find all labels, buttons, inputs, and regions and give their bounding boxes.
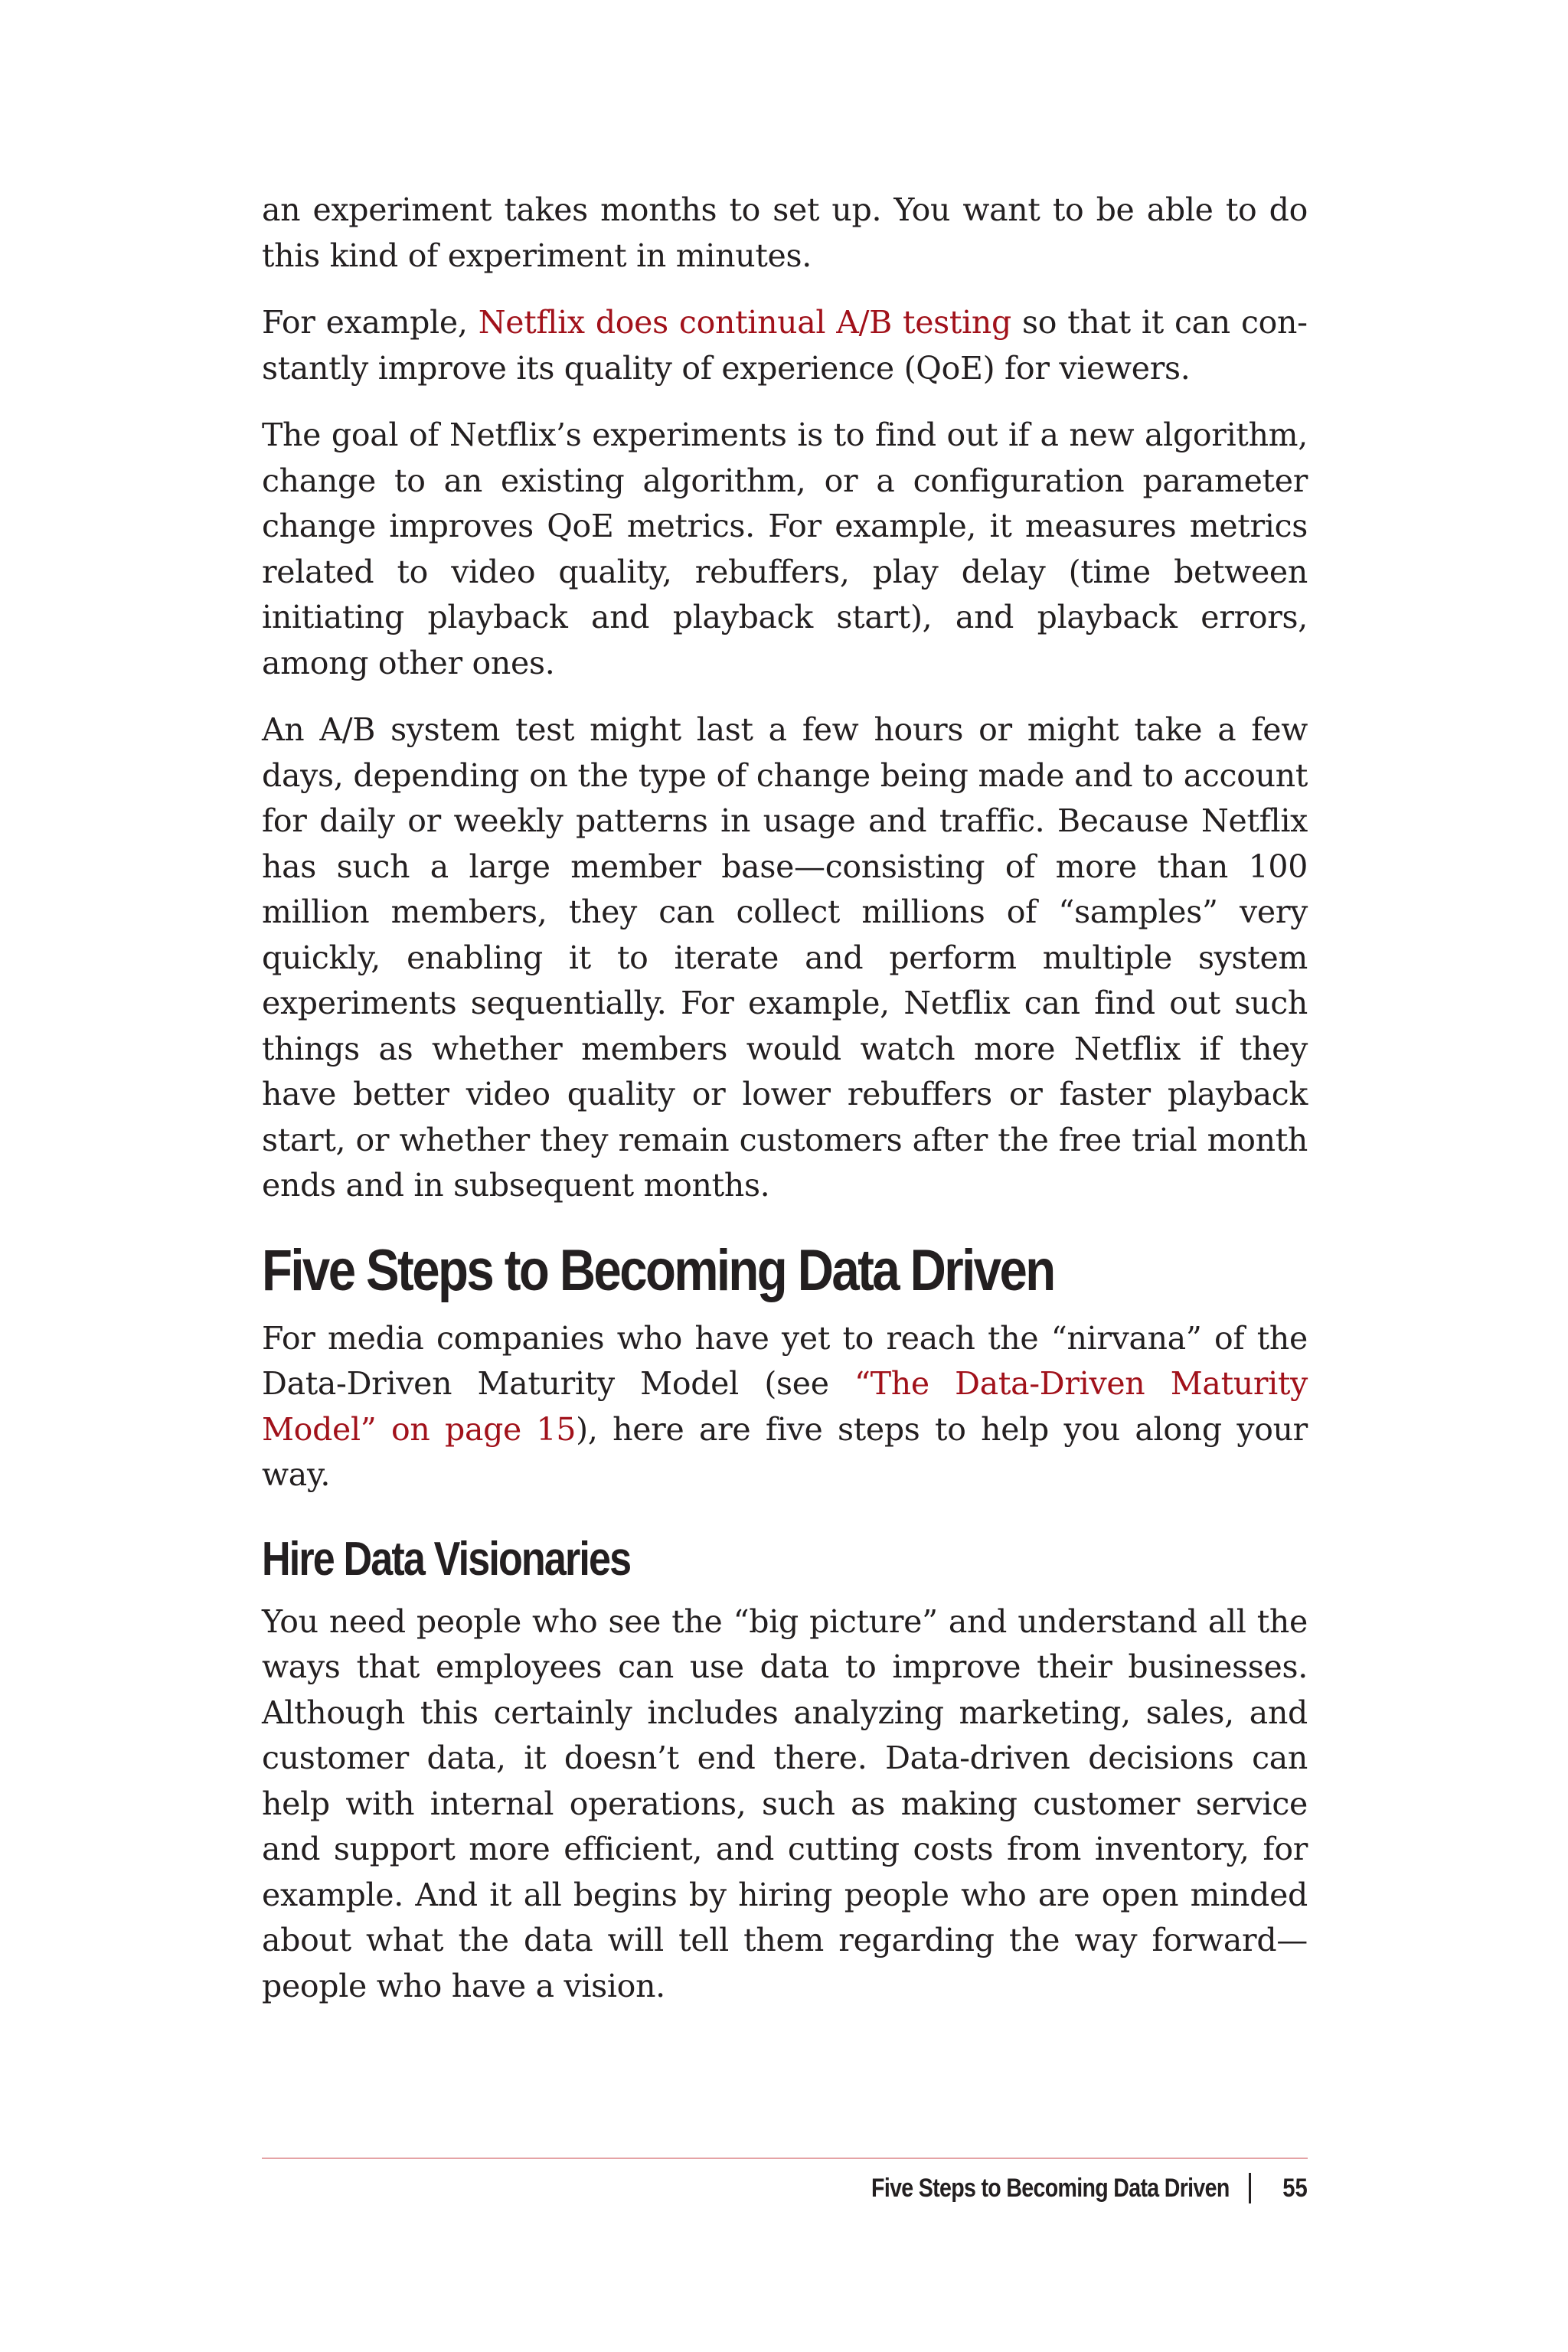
paragraph-ab-system-test: An A/B system test might last a few hours or might take a few days, depending on the type of change being made and to account for daily or weekly patterns in usage and traffic. Because Netflix has such a large member base—consisting of more than 100 million members, they can collect millions of “samples” very quickly, enabling it to iterate and perform multiple system experiments sequentially. For example, Netflix can find out such things as whether members would watch more Netflix if they have better video quality or lower rebuffers or faster playback start, or whether they remain customers after the free trial month ends and in subsequent months.	[262, 711, 1308, 1204]
paragraph-text: ), here are five steps to help you along your way.	[262, 1410, 1308, 1493]
maturity-model-link[interactable]: “The Data-Driven Maturity Model” on page 15	[262, 1365, 1308, 1448]
footer-rule	[262, 2158, 1308, 2159]
subsection-heading: Hire Data Visionaries	[262, 1532, 631, 1586]
netflix-ab-testing-link[interactable]: Netflix does continual A/B testing	[478, 304, 1011, 341]
footer-separator	[1249, 2173, 1251, 2203]
paragraph-five-steps-intro	[262, 1316, 1308, 1498]
paragraph-text: For media companies who have yet to reach the “nirvana” of the Data-Driven Maturity Model (see	[262, 1319, 1308, 1402]
section-heading: Five Steps to Becoming Data Driven	[262, 1237, 1054, 1303]
paragraph-netflix-ab-testing	[262, 300, 1308, 391]
paragraph-hire-visionaries: You need people who see the “big picture” and understand all the ways that employees can use data to improve their businesses. Although this certainly includes analyzing marketing, sales, and customer data, it doesn’t end there. Data-driven decisions can help with internal operations, such as making customer service and support more efficient, and cutting costs from inventory, for example. And it all begins by hiring people who are open minded about what the data will tell them regarding the way forward—people who have a vision.	[262, 1602, 1308, 2004]
paragraph-text: so that it can constantly improve its quality of experience (QoE) for viewers.	[262, 304, 1308, 387]
paragraph-experiment-setup: an experiment takes months to set up. You want to be able to do this kind of experiment in minutes.	[262, 191, 1308, 274]
page-number: 55	[1282, 2173, 1308, 2203]
paragraph-text: For example,	[262, 304, 479, 341]
page-footer	[803, 2168, 1308, 2208]
paragraph-experiment-goal: The goal of Netflix’s experiments is to find out if a new algorithm, change to an existing algorithm, or a configuration parameter change improves QoE metrics. For example, it measures metrics related to video quality, rebuffers, play delay (time between initiating playback and playback start), and playback errors, among other ones.	[262, 416, 1308, 681]
footer-running-title: Five Steps to Becoming Data Driven	[871, 2173, 1230, 2203]
page-body	[262, 188, 1308, 2030]
